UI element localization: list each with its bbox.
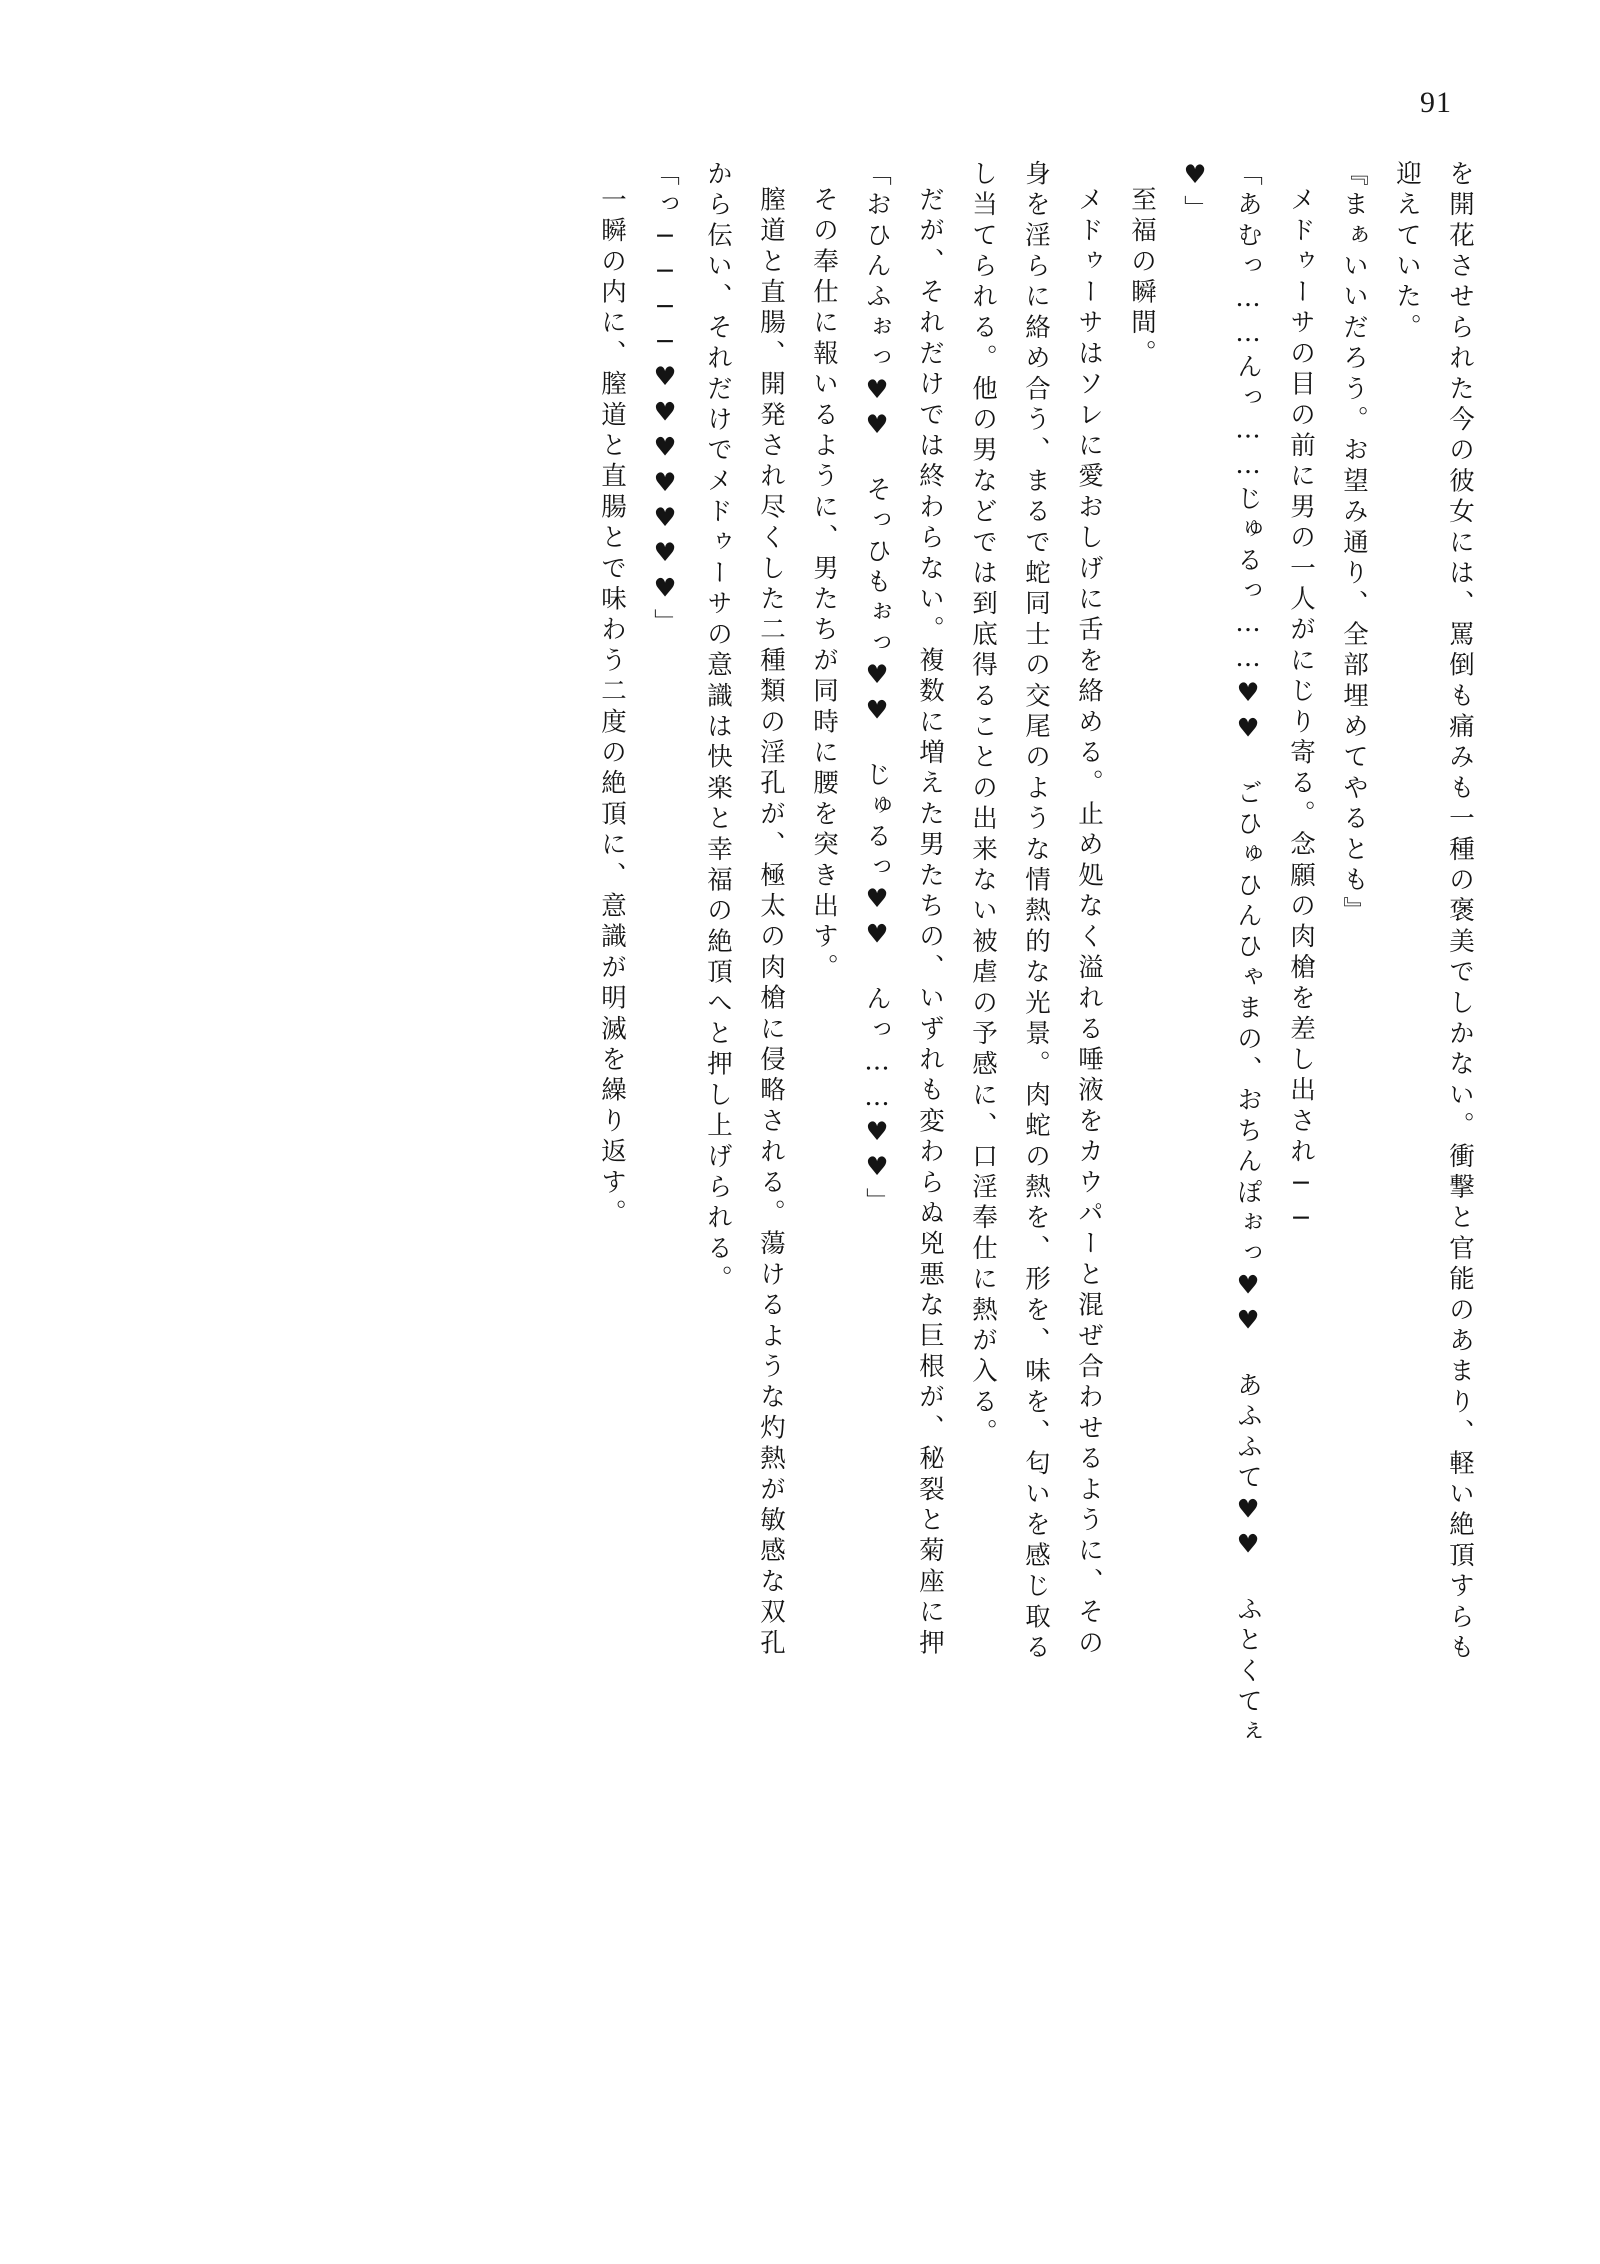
text-line: し当てられる。他の男などでは到底得ることの出来ない被虐の予感に、口淫奉仕に熱が入る。 <box>968 160 998 1450</box>
text-line: から伝い、それだけでメドゥーサの意識は快楽と幸福の絶頂へと押し上げられる。 <box>703 160 733 1296</box>
text-line: 『まぁいいだろう。お望み通り、全部埋めてやるとも』 <box>1339 160 1369 928</box>
text-line: 迎えていた。 <box>1392 160 1422 345</box>
text-line: ♥」 <box>1180 160 1210 226</box>
text-line: 一瞬の内に、膣道と直腸とで味わう二度の絶頂に、意識が明滅を繰り返す。 <box>597 186 627 1230</box>
text-line: 身を淫らに絡め合う、まるで蛇同士の交尾のような情熱的な光景。肉蛇の熱を、形を、味を、匂いを感じ取る <box>1021 160 1051 1665</box>
text-line: 「あむっ……んっ……じゅるっ……♥♥ ごひゅひんひゃまの、おちんぽぉっ♥♥ あふふて♥♥ ふとくてぇ <box>1233 160 1263 1749</box>
text-line: メドゥーサはソレに愛おしげに舌を絡める。止め処なく溢れる唾液をカウパーと混ぜ合わせるように、その <box>1074 186 1104 1660</box>
text-line: 「おひんふぉっ♥♥ そっひもぉっ♥♥ じゅるっ♥♥ んっ……♥♥」 <box>862 160 892 1219</box>
page-number: 91 <box>1420 86 1452 119</box>
text-line: 至福の瞬間。 <box>1127 186 1157 371</box>
vertical-text-body <box>150 160 1475 2140</box>
text-line: を開花させられた今の彼女には、罵倒も痛みも一種の褒美でしかない。衝撃と官能のあまり、軽い絶頂すらも <box>1445 160 1475 1665</box>
text-line: メドゥーサの目の前に男の一人がにじり寄る。念願の肉槍を差し出され── <box>1286 186 1316 1239</box>
text-line: 膣道と直腸、開発され尽くした二種類の淫孔が、極太の肉槍に侵略される。蕩けるような灼熱が敏感な双孔 <box>756 186 786 1660</box>
text-line: その奉仕に報いるように、男たちが同時に腰を突き出す。 <box>809 186 839 985</box>
text-line: 「っ────♥♥♥♥♥♥♥」 <box>650 160 680 640</box>
text-line: だが、それだけでは終わらない。複数に増えた男たちの、いずれも変わらぬ兇悪な巨根が、秘裂と菊座に押 <box>915 186 945 1660</box>
